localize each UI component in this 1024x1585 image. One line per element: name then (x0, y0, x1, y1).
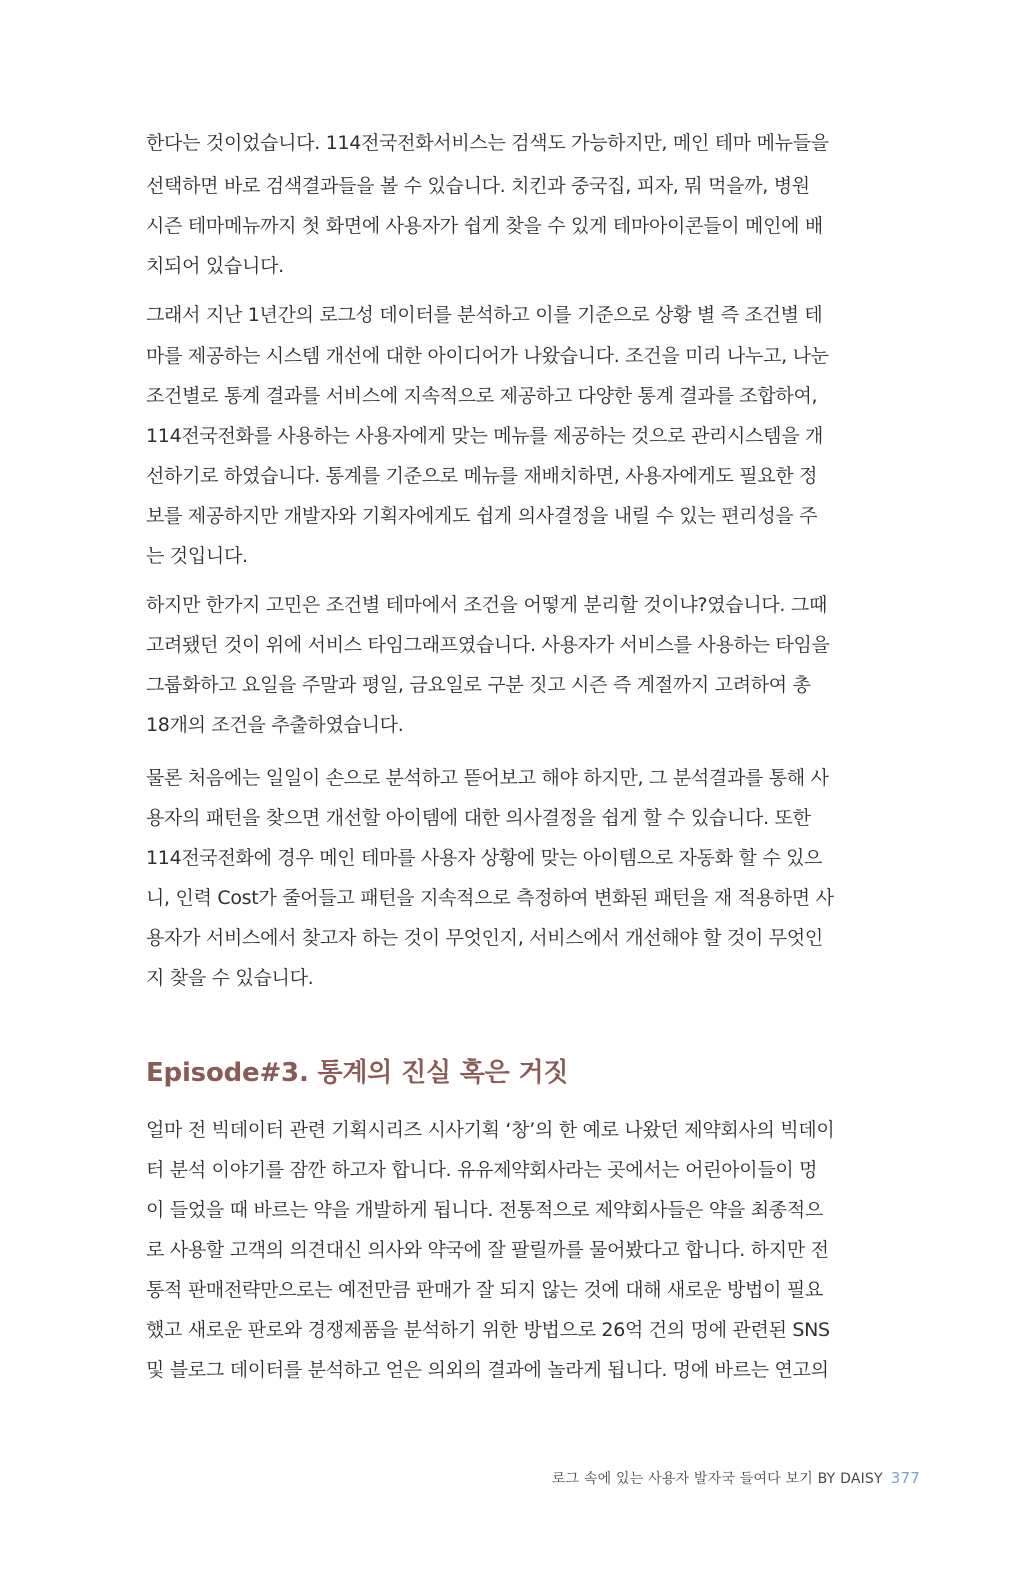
paragraph-3-line-4: 18개의 조건을 추출하였습니다. (146, 714, 404, 736)
episode-line-4: 로 사용할 고객의 의견대신 의사와 약국에 잘 팔릴까를 물어봤다고 합니다. 하지만 전 (146, 1239, 829, 1261)
page-footer (552, 1468, 920, 1488)
paragraph-1-line-3: 시즌 테마메뉴까지 첫 화면에 사용자가 쉽게 찾을 수 있게 테마아이콘들이 메인에 배 (146, 215, 823, 237)
paragraph-2-line-7: 는 것입니다. (146, 545, 248, 567)
footer-book-title: 로그 속에 있는 사용자 발자국 들여다 보기 BY DAISY (551, 1471, 883, 1487)
paragraph-4-line-4: 니, 인력 Cost가 줄어들고 패턴을 지속적으로 측정하여 변화된 패턴을 재 적용하면 사 (146, 887, 834, 909)
section-heading: Episode#3. 통계의 진실 혹은 거짓 (146, 1058, 569, 1088)
paragraph-1-line-4: 치되어 있습니다. (146, 255, 284, 277)
paragraph-4-line-2: 용자의 패턴을 찾으면 개선할 아이템에 대한 의사결정을 쉽게 할 수 있습니다. 또한 (146, 807, 811, 829)
episode-line-7: 및 블로그 데이터를 분석하고 얻은 의외의 결과에 놀라게 됩니다. 멍에 바르는 연고의 (146, 1359, 829, 1381)
episode-line-2: 터 분석 이야기를 잠깐 하고자 합니다. 유유제약회사라는 곳에서는 어린아이들이 멍 (146, 1159, 818, 1181)
paragraph-3-line-3: 그룹화하고 요일을 주말과 평일, 금요일로 구분 짓고 시즌 즉 계절까지 고려하여 총 (146, 674, 811, 696)
paragraph-4-line-6: 지 찾을 수 있습니다. (146, 967, 314, 989)
episode-line-5: 통적 판매전략만으로는 예전만큼 판매가 잘 되지 않는 것에 대해 새로운 방법이 필요 (146, 1279, 823, 1301)
paragraph-4-line-3: 114전국전화에 경우 메인 테마를 사용자 상황에 맞는 아이템으로 자동화 할 수 있으 (146, 847, 823, 869)
paragraph-4-line-5: 용자가 서비스에서 찾고자 하는 것이 무엇인지, 서비스에서 개선해야 할 것이 무엇인 (146, 927, 823, 949)
paragraph-2-line-3: 조건별로 통계 결과를 서비스에 지속적으로 제공하고 다양한 통계 결과를 조합하여, (146, 385, 818, 407)
episode-line-1: 얼마 전 빅데이터 관련 기획시리즈 시사기획 ‘창’의 한 예로 나왔던 제약회사의 빅데이 (146, 1119, 835, 1141)
page-number: 377 (890, 1469, 920, 1487)
paragraph-2-line-2: 마를 제공하는 시스템 개선에 대한 아이디어가 나왔습니다. 조건을 미리 나누고, 나눈 (146, 345, 829, 367)
paragraph-3-line-1: 하지만 한가지 고민은 조건별 테마에서 조건을 어떻게 분리할 것이냐?였습니다. 그때 (146, 594, 828, 616)
paragraph-2-line-6: 보를 제공하지만 개발자와 기획자에게도 쉽게 의사결정을 내릴 수 있는 편리성을 주 (146, 505, 818, 527)
paragraph-1-line-2: 선택하면 바로 검색결과들을 볼 수 있습니다. 치킨과 중국집, 피자, 뭐 먹을까, 병원 (146, 175, 810, 197)
paragraph-2-line-1: 그래서 지난 1년간의 로그성 데이터를 분석하고 이를 기준으로 상황 별 즉 조건별 테 (146, 304, 823, 326)
paragraph-2-line-5: 선하기로 하였습니다. 통계를 기준으로 메뉴를 재배치하면, 사용자에게도 필요한 정 (146, 465, 818, 487)
episode-line-3: 이 들었을 때 바르는 약을 개발하게 됩니다. 전통적으로 제약회사들은 약을 최종적으 (146, 1199, 823, 1221)
paragraph-4-line-1: 물론 처음에는 일일이 손으로 분석하고 뜯어보고 해야 하지만, 그 분석결과를 통해 사 (146, 767, 829, 789)
paragraph-1-line-1: 한다는 것이었습니다. 114전국전화서비스는 검색도 가능하지만, 메인 테마 메뉴들을 (146, 132, 829, 154)
paragraph-3-line-2: 고려됐던 것이 위에 서비스 타임그래프였습니다. 사용자가 서비스를 사용하는 타임을 (146, 634, 830, 656)
episode-line-6: 했고 새로운 판로와 경쟁제품을 분석하기 위한 방법으로 26억 건의 멍에 관련된 SNS (146, 1319, 830, 1341)
paragraph-2-line-4: 114전국전화를 사용하는 사용자에게 맞는 메뉴를 제공하는 것으로 관리시스템을 개 (146, 425, 824, 447)
